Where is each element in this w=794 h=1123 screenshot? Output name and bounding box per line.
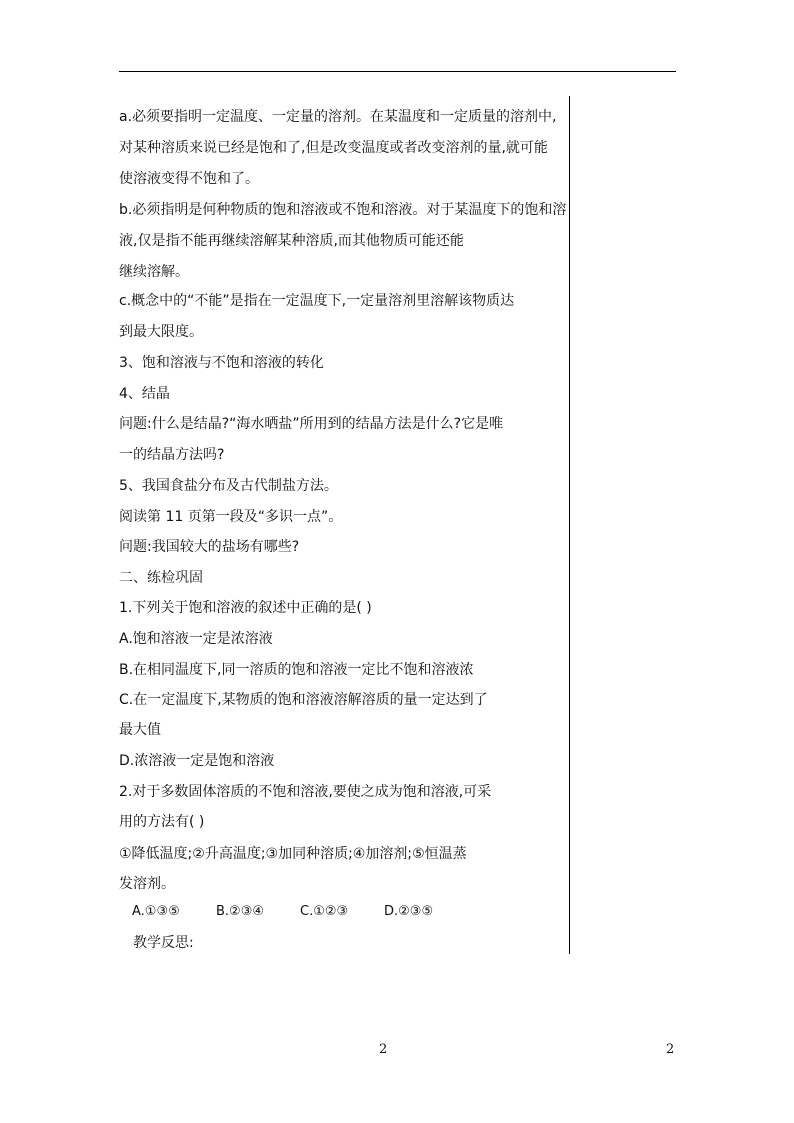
answer-option: C.①②③	[300, 904, 349, 919]
exercise-question: 用的方法有( )	[119, 814, 205, 830]
exercise-question: 2.对于多数固体溶质的不饱和溶液,要使之成为饱和溶液,可采	[119, 784, 492, 800]
question-text: 问题:什么是结晶?“海水晒盐”所用到的结晶方法是什么?它是唯	[119, 416, 504, 432]
answer-options	[132, 903, 433, 921]
answer-option: A.①③⑤	[132, 904, 180, 919]
text-line: 对某种溶质来说已经是饱和了,但是改变温度或者改变溶剂的量,就可能	[119, 140, 548, 156]
section-heading: 二、练检巩固	[119, 570, 203, 586]
exercise-option: C.在一定温度下,某物质的饱和溶液溶解溶质的量一定达到了	[119, 692, 488, 708]
section-heading: 3、饱和溶液与不饱和溶液的转化	[119, 355, 324, 371]
exercise-choices: 发溶剂。	[119, 876, 175, 892]
exercise-question: 1.下列关于饱和溶液的叙述中正确的是( )	[119, 600, 372, 616]
text-line: 到最大限度。	[119, 324, 203, 340]
text-line: a.必须要指明一定温度、一定量的溶剂。在某温度和一定质量的溶剂中,	[119, 109, 557, 125]
exercise-option: A.饱和溶液一定是浓溶液	[119, 631, 273, 647]
text-line: 阅读第 11 页第一段及“多识一点”。	[119, 509, 343, 525]
header-rule	[119, 71, 676, 72]
section-heading: 5、我国食盐分布及古代制盐方法。	[119, 478, 338, 494]
answer-option: D.②③⑤	[384, 904, 434, 919]
page-number-right: 2	[666, 1042, 675, 1057]
text-line: 液,仅是指不能再继续溶解某种溶质,而其他物质可能还能	[119, 233, 464, 249]
question-text: 问题:我国较大的盐场有哪些?	[119, 539, 300, 555]
section-heading: 4、结晶	[119, 386, 170, 402]
answer-option: B.②③④	[216, 904, 265, 919]
exercise-option: 最大值	[119, 722, 161, 738]
teaching-reflection-label: 教学反思:	[133, 935, 194, 951]
column-divider	[569, 96, 570, 954]
text-line: 继续溶解。	[119, 264, 189, 280]
text-line: c.概念中的“不能”是指在一定温度下,一定量溶剂里溶解该物质达	[119, 293, 515, 309]
exercise-option: D.浓溶液一定是饱和溶液	[119, 753, 275, 769]
question-text: 一的结晶方法吗?	[119, 447, 225, 463]
text-line: 使溶液变得不饱和了。	[119, 171, 259, 187]
exercise-option: B.在相同温度下,同一溶质的饱和溶液一定比不饱和溶液浓	[119, 662, 474, 678]
exercise-choices: ①降低温度;②升高温度;③加同种溶质;④加溶剂;⑤恒温蒸	[119, 846, 467, 862]
page-number-center: 2	[379, 1042, 388, 1057]
text-line: b.必须指明是何种物质的饱和溶液或不饱和溶液。对于某温度下的饱和溶	[119, 202, 567, 218]
